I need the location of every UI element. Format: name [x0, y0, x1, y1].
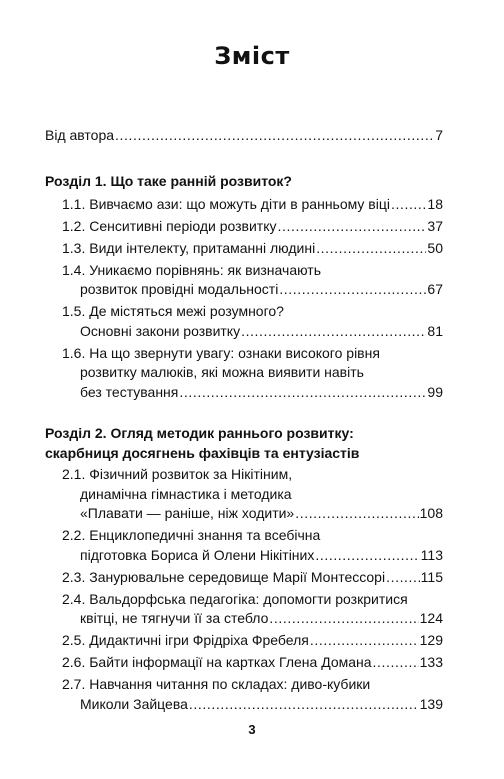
leader-dots [179, 383, 426, 403]
leader-dots [115, 126, 434, 146]
toc-entry: 2.7. Навчання читання по складах: диво-кубики Миколи Зайцева ..... 139 [45, 675, 443, 714]
toc-section-2 [45, 424, 443, 717]
toc-page-number: 99 [427, 383, 443, 400]
toc-page-number: 108 [419, 505, 443, 521]
toc-entry: 2.5. Дидактичні ігри Фрідріха Фребеля ..... 129 [45, 631, 443, 651]
leader-dots [373, 653, 419, 673]
toc-page-number: 124 [419, 610, 443, 626]
leader-dots [386, 568, 420, 588]
leader-dots [241, 322, 426, 342]
toc-page-number: 139 [419, 695, 443, 712]
toc-intro [45, 126, 443, 146]
toc-page-number: 133 [419, 654, 443, 670]
leader-dots [295, 504, 418, 524]
leader-dots [310, 631, 419, 651]
leader-dots [391, 195, 426, 215]
leader-dots [279, 280, 426, 300]
toc-page-number: 50 [427, 239, 443, 256]
toc-entry: 1.1. Вивчаємо ази: що можуть діти в ранньому віці ..... 18 [45, 195, 443, 215]
toc-page-number: 7 [435, 127, 443, 143]
toc-section-1 [45, 172, 443, 405]
leader-dots [189, 695, 419, 715]
toc-page-number: 81 [427, 322, 443, 339]
toc-page-number: 129 [419, 632, 443, 648]
toc-page-number: 67 [427, 281, 443, 297]
toc-page-number: 18 [427, 195, 443, 212]
toc-entry: 1.2. Сенситивні періоди розвитку ..... 37 [45, 217, 443, 237]
toc-entry: 2.4. Вальдорфська педагогіка: допомогти розкритися квітці, не тягнучи її за стебло ..... 124 [45, 590, 443, 629]
toc-entry: 1.6. На що звернути увагу: ознаки високого рівня розвитку малюків, які можна виявити навіть без тестування ..... 99 [45, 344, 443, 403]
toc-entry: 1.5. Де містяться межі розумного? Основні закони розвитку ..... 81 [45, 302, 443, 341]
toc-entry: 1.3. Види інтелекту, притаманні людині ..... 50 [45, 239, 443, 259]
toc-entry: 1.4. Уникаємо порівнянь: як визначають розвиток провідні модальності ..... 67 [45, 261, 443, 300]
toc-page-number: 115 [420, 568, 443, 585]
leader-dots [278, 217, 427, 237]
section-heading: Розділ 1. Що таке ранній розвиток? [45, 173, 292, 189]
toc-entry: 2.2. Енциклопедичні знання та всебічна підготовка Бориса й Олени Нікітіних ..... 113 [45, 526, 443, 565]
toc-entry-text: Від автора [45, 127, 115, 143]
toc-entry: 2.6. Байти інформації на картках Глена Домана ..... 133 [45, 653, 443, 673]
leader-dots [269, 609, 418, 629]
toc-entry: 2.1. Фізичний розвиток за Нікітіним, динамічна гімнастика і методика «Плавати — раніше, ніж ходити» ..... 108 [45, 465, 443, 524]
toc-entry: 2.3. Занурювальне середовище Марії Монтессорі ..... 115 [45, 568, 443, 588]
leader-dots [315, 546, 419, 566]
page-number: 3 [248, 722, 256, 737]
toc-page-number: 37 [427, 217, 443, 234]
toc-page-number: 113 [420, 546, 443, 563]
page-title: Зміст [214, 42, 290, 70]
leader-dots [316, 239, 426, 259]
section-heading: Розділ 2. Огляд методик раннього розвитку: скарбниця досягнень фахівців та ентузіастів [45, 425, 360, 461]
